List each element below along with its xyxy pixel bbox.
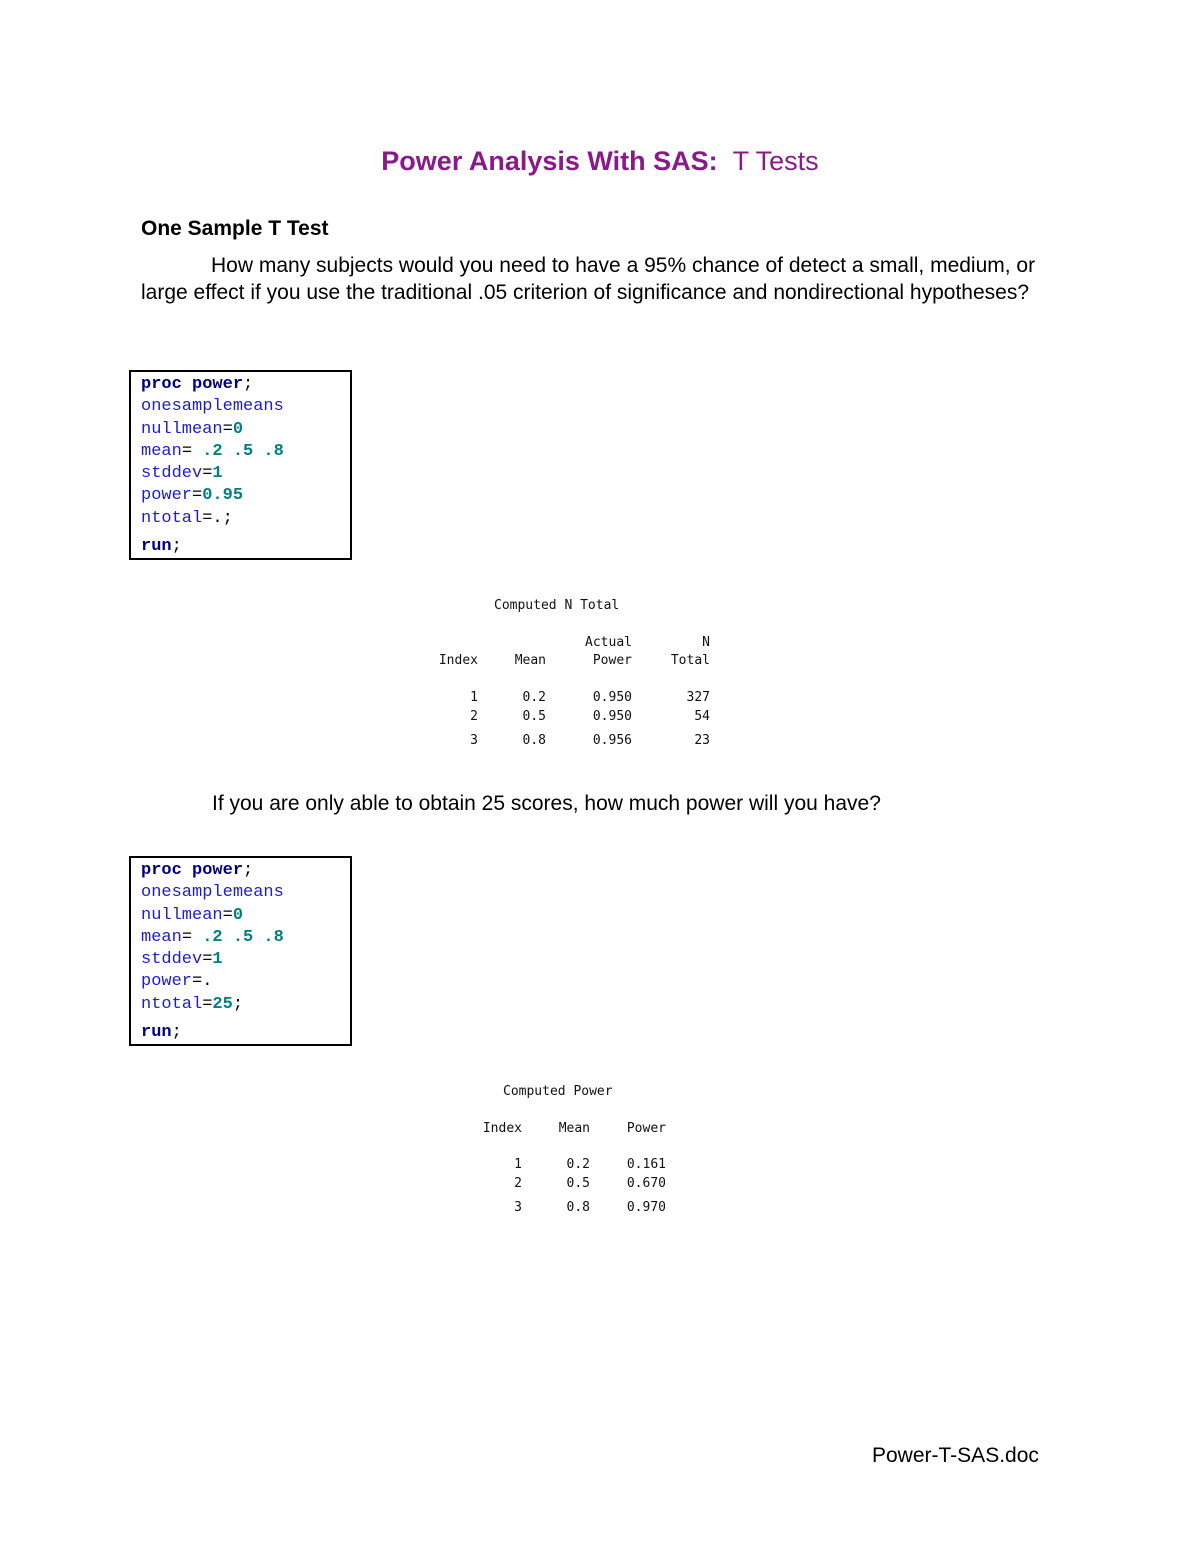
code-key: power <box>141 972 193 992</box>
table-header: Total <box>670 653 710 668</box>
table-header-top: Actual <box>585 635 632 650</box>
code-value: .2 .5 .8 <box>192 441 284 461</box>
code-equals: = <box>222 419 233 439</box>
code-value: 1 <box>212 464 223 484</box>
code-semicolon: ; <box>232 994 244 1014</box>
table-cell: 3 <box>470 733 478 748</box>
code-value: 1 <box>212 950 223 970</box>
table-cell: 0.2 <box>522 690 546 705</box>
code-equals: = <box>192 486 203 506</box>
question-1-text: How many subjects would you need to have a 95% chance of detect a small, medium, or large effect if you use the traditional .05 criterion of significance and nondirectional hypotheses? <box>141 254 1036 304</box>
code-key: nullmean <box>141 905 223 925</box>
code-key: stddev <box>141 464 203 484</box>
code-statement: onesamplemeans <box>141 883 284 903</box>
code-value: 25 <box>212 994 233 1014</box>
code-value: 0 <box>232 905 244 925</box>
code-equals: = <box>181 441 193 461</box>
table-cell: 2 <box>514 1176 522 1191</box>
code-semicolon: ; <box>222 508 233 528</box>
code-key: mean <box>141 927 182 947</box>
code-equals: = <box>222 905 233 925</box>
code-key: mean <box>141 441 182 461</box>
code-equals: = <box>192 972 203 992</box>
table-cell: 0.5 <box>522 709 546 724</box>
table-cell: 0.970 <box>626 1200 666 1215</box>
table-cell: 0.950 <box>592 709 632 724</box>
code-statement: onesamplemeans <box>141 397 284 417</box>
table-cell: 23 <box>694 733 710 748</box>
code-equals: = <box>181 927 193 947</box>
code-value: 0.95 <box>202 486 244 506</box>
output-title: Computed Power <box>503 1084 613 1099</box>
code-key: stddev <box>141 950 203 970</box>
code-key: ntotal <box>141 994 203 1014</box>
table-header: Mean <box>514 653 546 668</box>
table-cell: 0.2 <box>566 1157 590 1172</box>
code-value: . <box>212 508 223 528</box>
code-key: ntotal <box>141 508 203 528</box>
table-cell: 0.670 <box>626 1176 666 1191</box>
table-header: Index <box>482 1121 522 1136</box>
table-cell: 3 <box>514 1200 522 1215</box>
table-cell: 54 <box>694 709 710 724</box>
footer-filename: Power-T-SAS.doc <box>872 1444 1039 1467</box>
section-heading: One Sample T Test <box>141 217 329 240</box>
output-title: Computed N Total <box>494 598 620 613</box>
table-cell: 0.950 <box>592 690 632 705</box>
code-key: power <box>141 486 193 506</box>
code-value: . <box>202 972 213 992</box>
table-header-top: N <box>702 635 710 650</box>
title-main: Power Analysis With SAS: <box>381 146 718 176</box>
table-cell: 1 <box>514 1157 522 1172</box>
code-value: 0 <box>232 419 244 439</box>
table-header: Power <box>626 1121 666 1136</box>
code-semicolon: ; <box>171 1023 182 1043</box>
code-equals: = <box>202 950 213 970</box>
code-run: run <box>141 537 172 557</box>
code-proc: proc power <box>141 861 244 880</box>
code-semicolon: ; <box>243 861 254 880</box>
code-run: run <box>141 1023 172 1043</box>
table-cell: 0.8 <box>566 1200 590 1215</box>
question-2-text: If you are only able to obtain 25 scores, how much power will you have? <box>212 792 881 815</box>
table-cell: 0.956 <box>592 733 632 748</box>
code-proc: proc power <box>141 375 244 394</box>
table-cell: 0.161 <box>626 1157 666 1172</box>
table-header: Index <box>438 653 478 668</box>
table-cell: 0.5 <box>566 1176 590 1191</box>
table-cell: 327 <box>686 690 710 705</box>
code-semicolon: ; <box>171 537 182 557</box>
code-equals: = <box>202 464 213 484</box>
table-cell: 2 <box>470 709 478 724</box>
table-cell: 0.8 <box>522 733 546 748</box>
table-header: Mean <box>558 1121 590 1136</box>
code-value: .2 .5 .8 <box>192 927 284 947</box>
table-header: Power <box>592 653 632 668</box>
code-equals: = <box>202 508 213 528</box>
table-cell: 1 <box>470 690 478 705</box>
title-rest: T Tests <box>732 146 819 176</box>
code-equals: = <box>202 994 213 1014</box>
code-key: nullmean <box>141 419 223 439</box>
code-semicolon: ; <box>243 375 254 394</box>
